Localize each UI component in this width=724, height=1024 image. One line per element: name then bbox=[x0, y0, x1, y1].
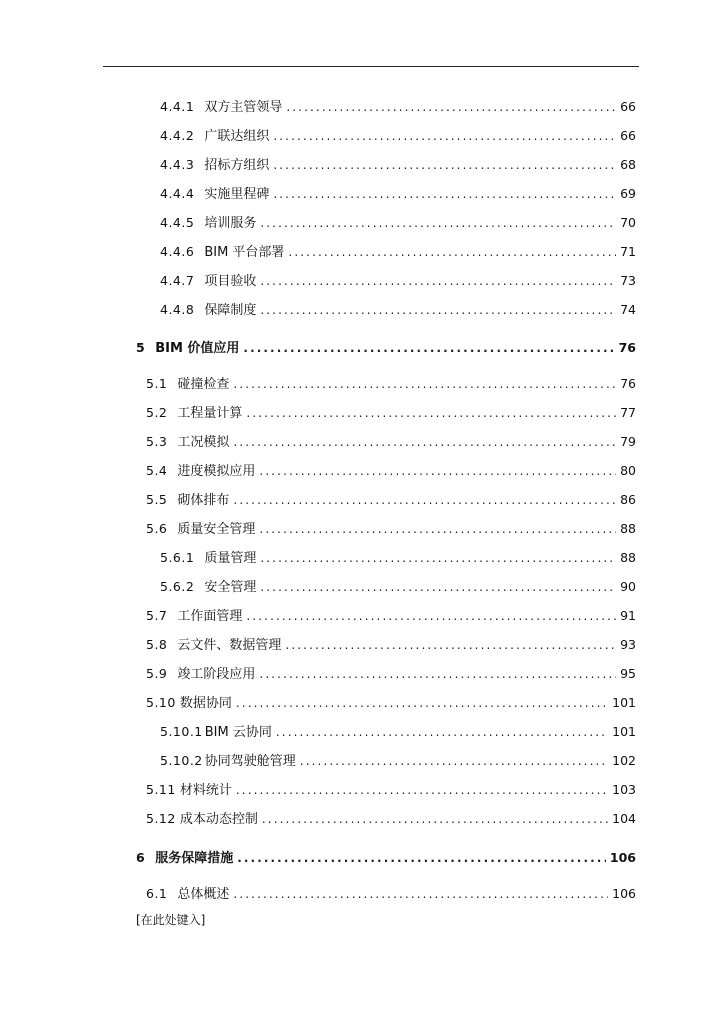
toc-leader-dots bbox=[285, 638, 616, 652]
toc-entry-number: 6 bbox=[136, 850, 146, 865]
toc-entry-page: 103 bbox=[612, 782, 636, 797]
toc-entry-number: 5.1 bbox=[146, 376, 168, 391]
toc-entry-page: 101 bbox=[612, 724, 636, 739]
toc-entry-4-4-8[interactable] bbox=[160, 299, 636, 318]
toc-leader-dots bbox=[233, 493, 616, 507]
toc-entry-4-4-2[interactable] bbox=[160, 125, 636, 144]
toc-entry-5-9[interactable] bbox=[146, 663, 636, 682]
toc-entry-number: 5.9 bbox=[146, 666, 168, 681]
toc-entry-5-11[interactable] bbox=[146, 779, 636, 798]
toc-leader-dots bbox=[276, 725, 608, 739]
toc-entry-4-4-5[interactable] bbox=[160, 212, 636, 231]
toc-chapter-6[interactable] bbox=[136, 847, 636, 866]
toc-entry-5-6-2[interactable] bbox=[160, 576, 636, 595]
toc-entry-page: 80 bbox=[620, 463, 636, 478]
toc-entry-number: 5.4 bbox=[146, 463, 168, 478]
toc-leader-dots bbox=[300, 754, 608, 768]
toc-entry-title: 服务保障措施 bbox=[155, 851, 234, 866]
toc-entry-page: 101 bbox=[612, 695, 636, 710]
toc-entry-number: 5.8 bbox=[146, 637, 168, 652]
toc-entry-5-6[interactable] bbox=[146, 518, 636, 537]
toc-entry-number: 5.6.2 bbox=[160, 579, 195, 594]
toc-entry-page: 70 bbox=[620, 215, 636, 230]
toc-entry-page: 77 bbox=[620, 405, 636, 420]
toc-entry-title: 工作面管理 bbox=[177, 609, 243, 624]
toc-entry-title: BIM 平台部署 bbox=[204, 245, 285, 260]
toc-leader-dots bbox=[236, 696, 608, 710]
toc-leader-dots bbox=[259, 667, 616, 681]
toc-entry-page: 88 bbox=[620, 521, 636, 536]
toc-leader-dots bbox=[246, 406, 616, 420]
toc-chapter-5[interactable] bbox=[136, 337, 636, 356]
toc-entry-title: 砌体排布 bbox=[177, 493, 230, 508]
toc-entry-6-1[interactable] bbox=[146, 883, 636, 902]
toc-leader-dots bbox=[233, 887, 608, 901]
toc-entry-page: 90 bbox=[620, 579, 636, 594]
toc-entry-page: 66 bbox=[620, 128, 636, 143]
toc-entry-number: 5.12 bbox=[146, 811, 176, 826]
toc-entry-page: 79 bbox=[620, 434, 636, 449]
toc-entry-number: 5.7 bbox=[146, 608, 168, 623]
toc-entry-4-4-6[interactable] bbox=[160, 241, 636, 260]
toc-leader-dots bbox=[237, 851, 606, 865]
toc-entry-number: 5.10.2 bbox=[160, 753, 203, 768]
toc-entry-number: 5.10.1 bbox=[160, 724, 203, 739]
toc-leader-dots bbox=[260, 580, 616, 594]
toc-entry-page: 69 bbox=[620, 186, 636, 201]
toc-entry-4-4-4[interactable] bbox=[160, 183, 636, 202]
toc-leader-dots bbox=[259, 522, 616, 536]
toc-entry-5-2[interactable] bbox=[146, 402, 636, 421]
toc-entry-page: 106 bbox=[609, 850, 636, 865]
toc-entry-number: 5.6 bbox=[146, 521, 168, 536]
toc-entry-5-4[interactable] bbox=[146, 460, 636, 479]
toc-entry-number: 5.5 bbox=[146, 492, 168, 507]
toc-entry-number: 4.4.8 bbox=[160, 302, 195, 317]
toc-entry-page: 86 bbox=[620, 492, 636, 507]
toc-leader-dots bbox=[243, 341, 614, 355]
toc-entry-title: 质量管理 bbox=[204, 551, 257, 566]
toc-entry-number: 4.4.7 bbox=[160, 273, 195, 288]
toc-entry-number: 5.10 bbox=[146, 695, 176, 710]
toc-entry-number: 5.3 bbox=[146, 434, 168, 449]
toc-entry-page: 76 bbox=[620, 376, 636, 391]
toc-entry-title: 质量安全管理 bbox=[177, 522, 256, 537]
toc-entry-title: 工况模拟 bbox=[177, 435, 230, 450]
toc-leader-dots bbox=[273, 187, 616, 201]
toc-entry-5-10-1[interactable] bbox=[160, 721, 636, 740]
toc-leader-dots bbox=[246, 609, 616, 623]
toc-leader-dots bbox=[288, 245, 616, 259]
toc-entry-page: 74 bbox=[620, 302, 636, 317]
toc-entry-page: 106 bbox=[612, 886, 636, 901]
toc-entry-number: 4.4.4 bbox=[160, 186, 195, 201]
toc-entry-page: 71 bbox=[620, 244, 636, 259]
toc-entry-page: 76 bbox=[618, 340, 636, 355]
toc-leader-dots bbox=[233, 435, 616, 449]
toc-entry-title: 成本动态控制 bbox=[179, 812, 258, 827]
toc-entry-5-6-1[interactable] bbox=[160, 547, 636, 566]
toc-leader-dots bbox=[260, 303, 616, 317]
toc-entry-title: 总体概述 bbox=[177, 887, 230, 902]
toc-entry-title: 广联达组织 bbox=[204, 129, 270, 144]
toc-leader-dots bbox=[260, 551, 616, 565]
toc-leader-dots bbox=[273, 129, 616, 143]
toc-leader-dots bbox=[286, 100, 616, 114]
toc-entry-page: 104 bbox=[612, 811, 636, 826]
toc-leader-dots bbox=[262, 812, 608, 826]
toc-entry-5-1[interactable] bbox=[146, 373, 636, 392]
toc-entry-title: 项目验收 bbox=[204, 274, 257, 289]
toc-entry-5-3[interactable] bbox=[146, 431, 636, 450]
toc-entry-5-8[interactable] bbox=[146, 634, 636, 653]
toc-entry-number: 5 bbox=[136, 340, 146, 355]
toc-leader-dots bbox=[233, 377, 616, 391]
toc-entry-title: 碰撞检查 bbox=[177, 377, 230, 392]
toc-entry-title: 进度模拟应用 bbox=[177, 464, 256, 479]
toc-entry-4-4-7[interactable] bbox=[160, 270, 636, 289]
toc-entry-page: 102 bbox=[612, 753, 636, 768]
toc-entry-5-5[interactable] bbox=[146, 489, 636, 508]
toc-entry-title: 招标方组织 bbox=[204, 158, 270, 173]
toc-entry-page: 95 bbox=[620, 666, 636, 681]
toc-entry-page: 88 bbox=[620, 550, 636, 565]
toc-entry-5-7[interactable] bbox=[146, 605, 636, 624]
toc-entry-title: BIM 云协同 bbox=[204, 725, 272, 740]
toc-entry-title: 培训服务 bbox=[204, 216, 257, 231]
toc-entry-title: 安全管理 bbox=[204, 580, 257, 595]
toc-entry-title: 竣工阶段应用 bbox=[177, 667, 256, 682]
toc-entry-title: BIM 价值应用 bbox=[155, 341, 240, 356]
toc-entry-page: 91 bbox=[620, 608, 636, 623]
toc-entry-title: 实施里程碑 bbox=[204, 187, 270, 202]
toc-leader-dots bbox=[259, 464, 616, 478]
toc-entry-4-4-1[interactable] bbox=[160, 96, 636, 115]
toc-entry-title: 保障制度 bbox=[204, 303, 257, 318]
toc-entry-number: 4.4.2 bbox=[160, 128, 195, 143]
toc-entry-title: 双方主管领导 bbox=[204, 100, 283, 115]
toc-entry-number: 4.4.3 bbox=[160, 157, 195, 172]
toc-entry-title: 材料统计 bbox=[179, 783, 232, 798]
toc-entry-number: 5.2 bbox=[146, 405, 168, 420]
toc-entry-page: 66 bbox=[620, 99, 636, 114]
toc-entry-page: 93 bbox=[620, 637, 636, 652]
toc-entry-5-10-2[interactable] bbox=[160, 750, 636, 769]
toc-entry-title: 数据协同 bbox=[179, 696, 232, 711]
toc-leader-dots bbox=[273, 158, 616, 172]
toc-entry-number: 4.4.5 bbox=[160, 215, 195, 230]
toc-entry-title: 云文件、数据管理 bbox=[177, 638, 282, 653]
toc-leader-dots bbox=[260, 274, 616, 288]
toc-leader-dots bbox=[236, 783, 608, 797]
toc-entry-5-10[interactable] bbox=[146, 692, 636, 711]
toc-entry-number: 6.1 bbox=[146, 886, 168, 901]
toc-entry-title: 协同驾驶舱管理 bbox=[204, 754, 296, 769]
toc-entry-page: 73 bbox=[620, 273, 636, 288]
footer-placeholder: [在此处键入] bbox=[136, 913, 206, 927]
toc-entry-number: 4.4.1 bbox=[160, 99, 195, 114]
toc-entry-number: 5.6.1 bbox=[160, 550, 195, 565]
toc-entry-number: 5.11 bbox=[146, 782, 176, 797]
toc-entry-4-4-3[interactable] bbox=[160, 154, 636, 173]
toc-entry-5-12[interactable] bbox=[146, 808, 636, 827]
toc-entry-title: 工程量计算 bbox=[177, 406, 243, 421]
toc-entry-number: 4.4.6 bbox=[160, 244, 195, 259]
toc-leader-dots bbox=[260, 216, 616, 230]
toc-entry-page: 68 bbox=[620, 157, 636, 172]
